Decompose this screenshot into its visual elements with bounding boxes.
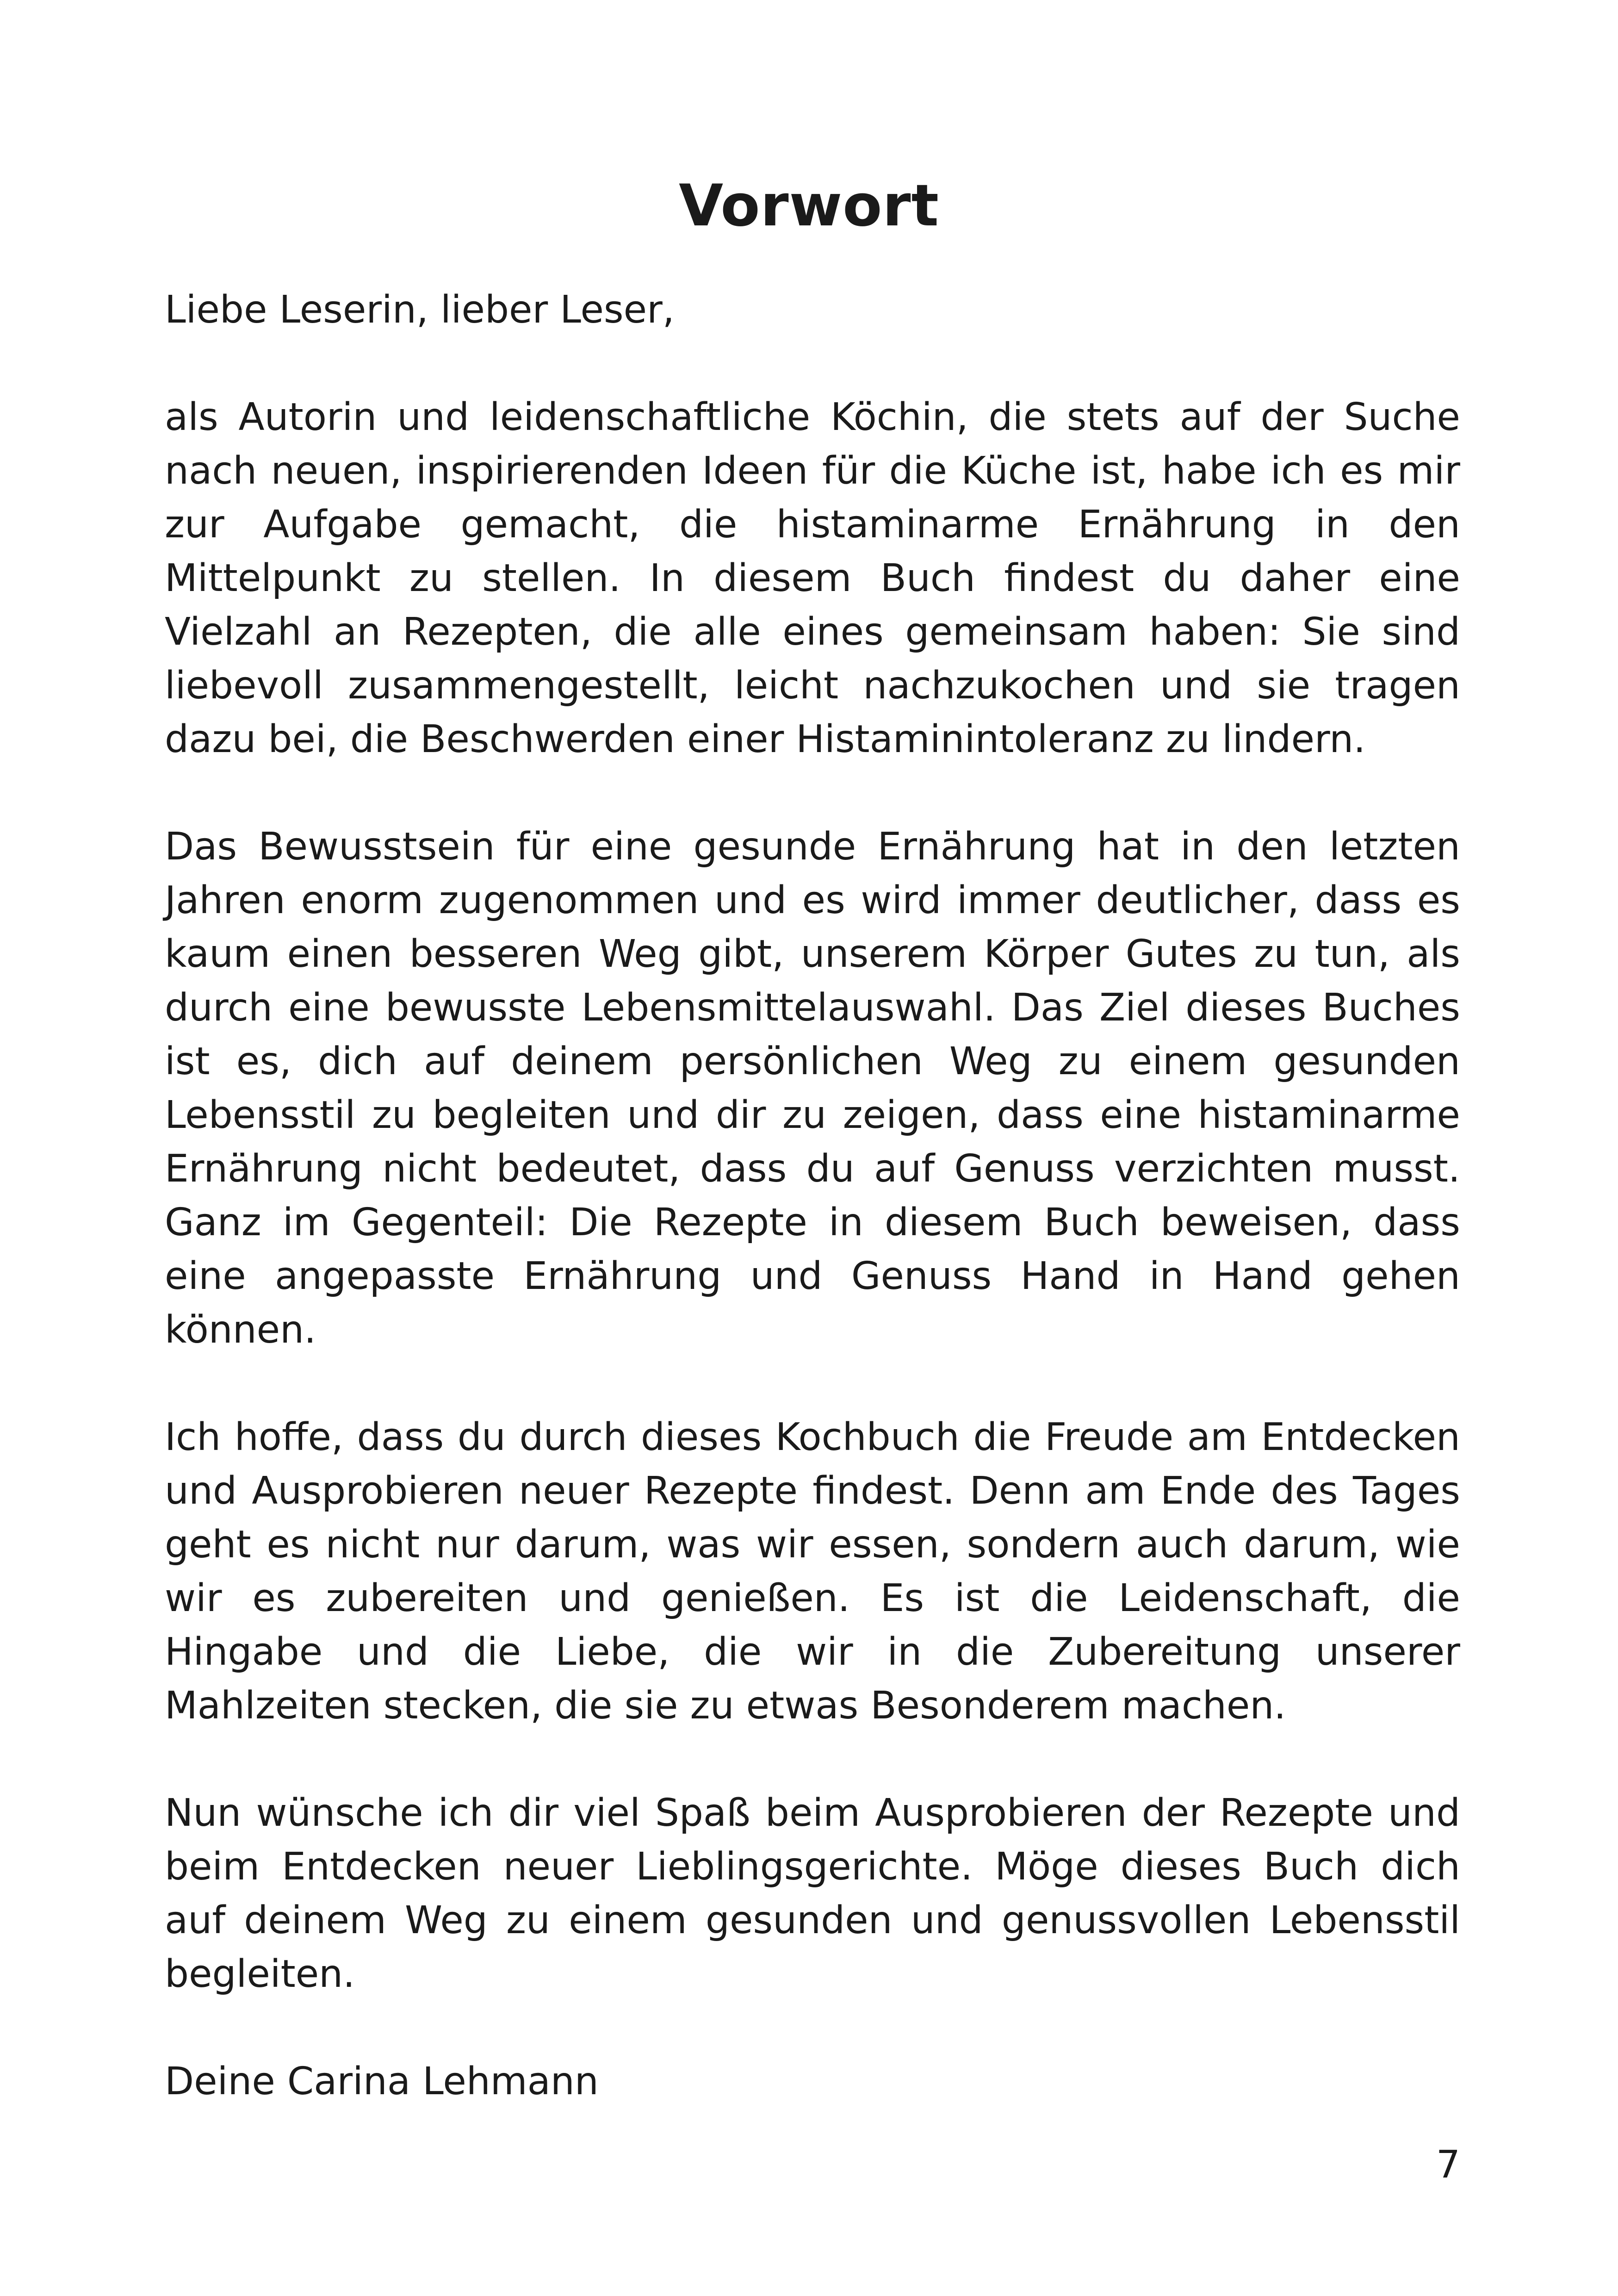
paragraph-1: als Autorin und leidenschaftliche Köchin, die stets auf der Suche nach neuen, inspirierenden Ideen für die Küche ist, habe ich es mir zur Aufgabe gemacht, die histaminarme Ernährung in den Mittelpunkt zu stellen. In diesem Buch findest du daher eine Vielzahl an Rezepten, die alle eines gemeinsam haben: Sie sind liebevoll zusammengestellt, leicht nachzukochen und sie tragen dazu bei, die Beschwerden einer Histaminintoleranz zu lindern.: [165, 395, 1460, 761]
salutation: Liebe Leserin, lieber Leser,: [165, 288, 675, 332]
paragraph-2: Das Bewusstsein für eine gesunde Ernährung hat in den letzten Jahren enorm zugenommen und es wird immer deutlicher, dass es kaum einen besseren Weg gibt, unserem Körper Gutes zu tun, als durch eine bewusste Lebensmittelauswahl. Das Ziel dieses Buches ist es, dich auf deinem persönlichen Weg zu einem gesunden Lebensstil zu begleiten und dir zu zeigen, dass eine histaminarme Ernährung nicht bedeutet, dass du auf Genuss verzichten musst. Ganz im Gegenteil: Die Rezepte in diesem Buch beweisen, dass eine angepasste Ernährung und Genuss Hand in Hand gehen können.: [165, 825, 1460, 1352]
page-number: 7: [1436, 2143, 1460, 2187]
paragraph-4: Nun wünsche ich dir viel Spaß beim Ausprobieren der Rezepte und beim Entdecken neuer Lieblingsgerichte. Möge dieses Buch dich auf deinem Weg zu einem gesunden und genussvollen Lebensstil begleiten.: [165, 1791, 1460, 1996]
signature: Deine Carina Lehmann: [165, 2060, 599, 2103]
page-title: Vorwort: [679, 173, 939, 239]
paragraph-3: Ich hoffe, dass du durch dieses Kochbuch die Freude am Entdecken und Ausprobieren neuer Rezepte findest. Denn am Ende des Tages geht es nicht nur darum, was wir essen, sondern auch darum, wie wir es zubereiten und genießen. Es ist die Leidenschaft, die Hingabe und die Liebe, die wir in die Zubereitung unserer Mahlzeiten stecken, die sie zu etwas Besonderem machen.: [165, 1415, 1460, 1728]
foreword-body: [165, 283, 1460, 2162]
